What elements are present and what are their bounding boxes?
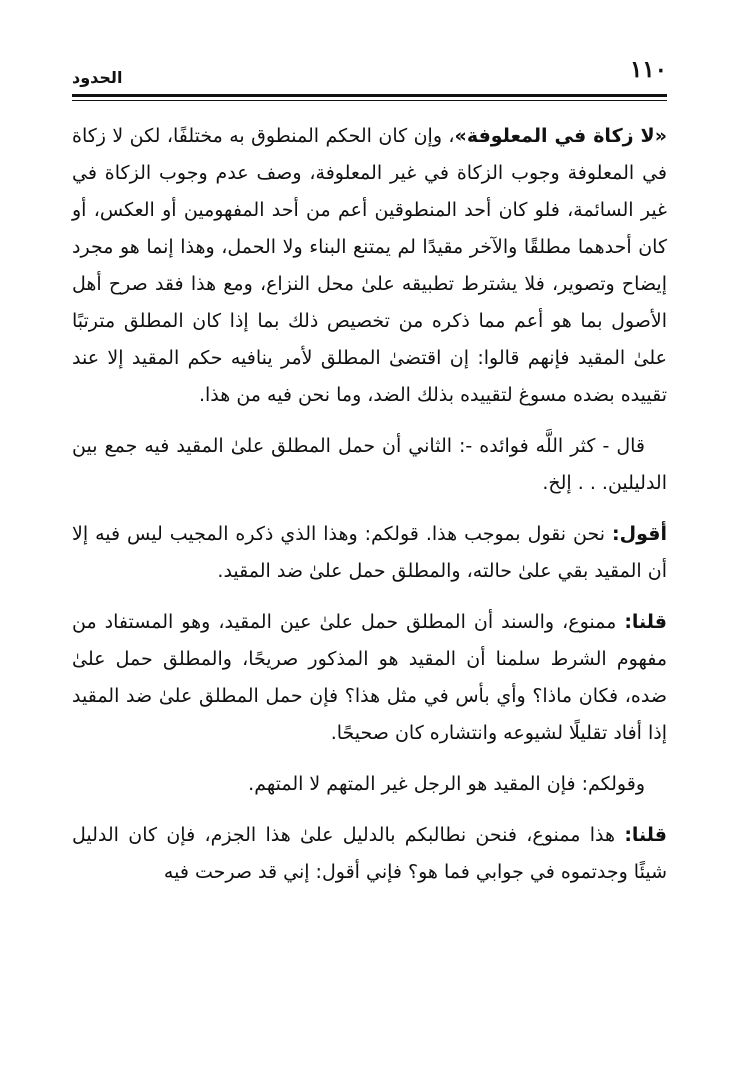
header-rule-thin	[72, 100, 667, 101]
paragraph-lead: قلنا:	[624, 824, 667, 846]
paragraph-text: ممنوع، والسند أن المطلق حمل علىٰ عين المقيد، وهو المستفاد من مفهوم الشرط سلمنا أن المقيد هو المذكور صريحًا، والمطلق حمل علىٰ ضده، فكان ماذا؟ وأي بأس في مثل هذا؟ فإن حمل المطلق علىٰ ضد المقيد إذا أفاد تقليلًا لشيوعه وانتشاره كان صحيحًا.	[72, 611, 667, 744]
page-body	[72, 118, 667, 891]
paragraph-text: ، وإن كان الحكم المنطوق به مختلفًا، لكن لا زكاة في المعلوفة وجوب الزكاة في غير المعلوفة، وصف عدم وجوب الزكاة في غير السائمة، فلو كان أحد المنطوقين أعم من أحد المفهومين أو العكس، أو كان أحدهما مطلقًا والآخر مقيدًا لم يمتنع البناء ولا الحمل، وهذا إنما هو مجرد إيضاح وتصوير، فلا يشترط تطبيقه علىٰ محل النزاع، ومع هذا فقد صرح أهل الأصول بما هو أعم مما ذكره من تخصيص ذلك بما إذا كان المطلق مترتبًا علىٰ المقيد فإنهم قالوا: إن اقتضىٰ المطلق لأمر ينافيه حكم المقيد إلا عند تقييده بضده مسوغ لتقييده بذلك الضد، وما نحن فيه من هذا.	[72, 125, 667, 406]
paragraph-text: وقولكم: فإن المقيد هو الرجل غير المتهم لا المتهم.	[248, 773, 645, 795]
paragraph-5	[72, 766, 667, 803]
paragraph-2	[72, 428, 667, 502]
paragraph-lead: «لا زكاة في المعلوفة»	[454, 125, 667, 147]
running-head: الحدود	[72, 68, 123, 87]
paragraph-text: قال - كثر اللَّه فوائده -: الثاني أن حمل المطلق علىٰ المقيد فيه جمع بين الدليلين. . . إلخ.	[72, 435, 667, 494]
paragraph-4	[72, 604, 667, 752]
paragraph-text: نحن نقول بموجب هذا. قولكم: وهذا الذي ذكره المجيب ليس فيه إلا أن المقيد بقي علىٰ حالته، والمطلق حمل علىٰ ضد المقيد.	[72, 523, 667, 582]
paragraph-3	[72, 516, 667, 590]
paragraph-lead: أقول:	[612, 523, 667, 545]
page-number: ١١٠	[629, 56, 667, 83]
paragraph-lead: قلنا:	[624, 611, 667, 633]
header-rule-thick	[72, 94, 667, 97]
page-header	[72, 56, 667, 88]
paragraph-6	[72, 817, 667, 891]
paragraph-text: هذا ممنوع، فنحن نطالبكم بالدليل علىٰ هذا الجزم، فإن كان الدليل شيئًا وجدتموه في جوابي فما هو؟ فإني أقول: إني قد صرحت فيه	[72, 824, 667, 883]
paragraph-1	[72, 118, 667, 414]
